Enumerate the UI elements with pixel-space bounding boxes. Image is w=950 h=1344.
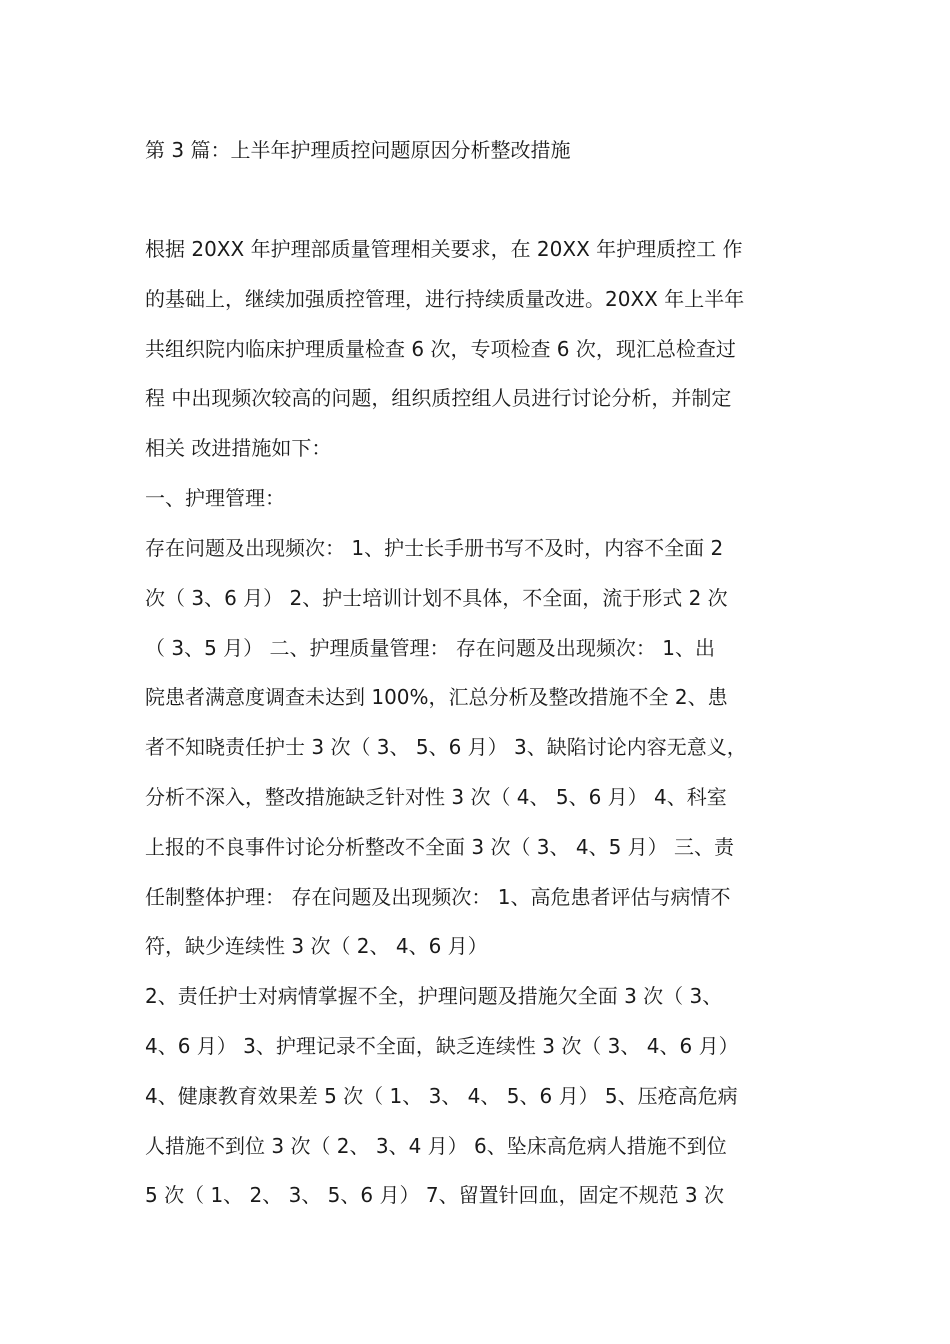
body-line: 者不知晓责任护士 3 次（ 3、 5、6 月） 3、缺陷讨论内容无意义， <box>145 735 747 759</box>
body-line: 根据 20XX 年护理部质量管理相关要求，在 20XX 年护理质控工 作 <box>145 237 743 261</box>
body-line: 符，缺少连续性 3 次（ 2、 4、6 月） <box>145 934 488 958</box>
body-line: 5 次（ 1、 2、 3、 5、6 月） 7、留置针回血，固定不规范 3 次 <box>145 1183 725 1207</box>
body-line: 人措施不到位 3 次（ 2、 3、4 月） 6、坠床高危病人措施不到位 <box>145 1134 727 1158</box>
body-line: 共组织院内临床护理质量检查 6 次，专项检查 6 次，现汇总检查过 <box>145 337 736 361</box>
section-heading: 一、护理管理： <box>145 486 285 510</box>
body-line: （ 3、5 月） 二、护理质量管理： 存在问题及出现频次： 1、出 <box>145 636 715 660</box>
document-title: 第 3 篇：上半年护理质控问题原因分析整改措施 <box>145 138 571 162</box>
body-line: 相关 改进措施如下： <box>145 436 332 460</box>
body-line: 程 中出现频次较高的问题，组织质控组人员进行讨论分析，并制定 <box>145 386 732 410</box>
body-line: 次（ 3、6 月） 2、护士培训计划不具体，不全面，流于形式 2 次 <box>145 586 728 610</box>
body-line: 院患者满意度调查未达到 100%，汇总分析及整改措施不全 2、患 <box>145 685 728 709</box>
body-line: 4、健康教育效果差 5 次（ 1、 3、 4、 5、6 月） 5、压疮高危病 <box>145 1084 738 1108</box>
body-line: 存在问题及出现频次： 1、护士长手册书写不及时，内容不全面 2 <box>145 536 724 560</box>
body-line: 任制整体护理： 存在问题及出现频次： 1、高危患者评估与病情不 <box>145 885 731 909</box>
body-line: 2、责任护士对病情掌握不全，护理问题及措施欠全面 3 次（ 3、 <box>145 984 723 1008</box>
body-line: 4、6 月） 3、护理记录不全面，缺乏连续性 3 次（ 3、 4、6 月） <box>145 1034 739 1058</box>
body-line: 分析不深入，整改措施缺乏针对性 3 次（ 4、 5、6 月） 4、科室 <box>145 785 727 809</box>
body-line: 上报的不良事件讨论分析整改不全面 3 次（ 3、 4、5 月） 三、责 <box>145 835 735 859</box>
body-line: 的基础上，继续加强质控管理，进行持续质量改进。20XX 年上半年 <box>145 287 745 311</box>
